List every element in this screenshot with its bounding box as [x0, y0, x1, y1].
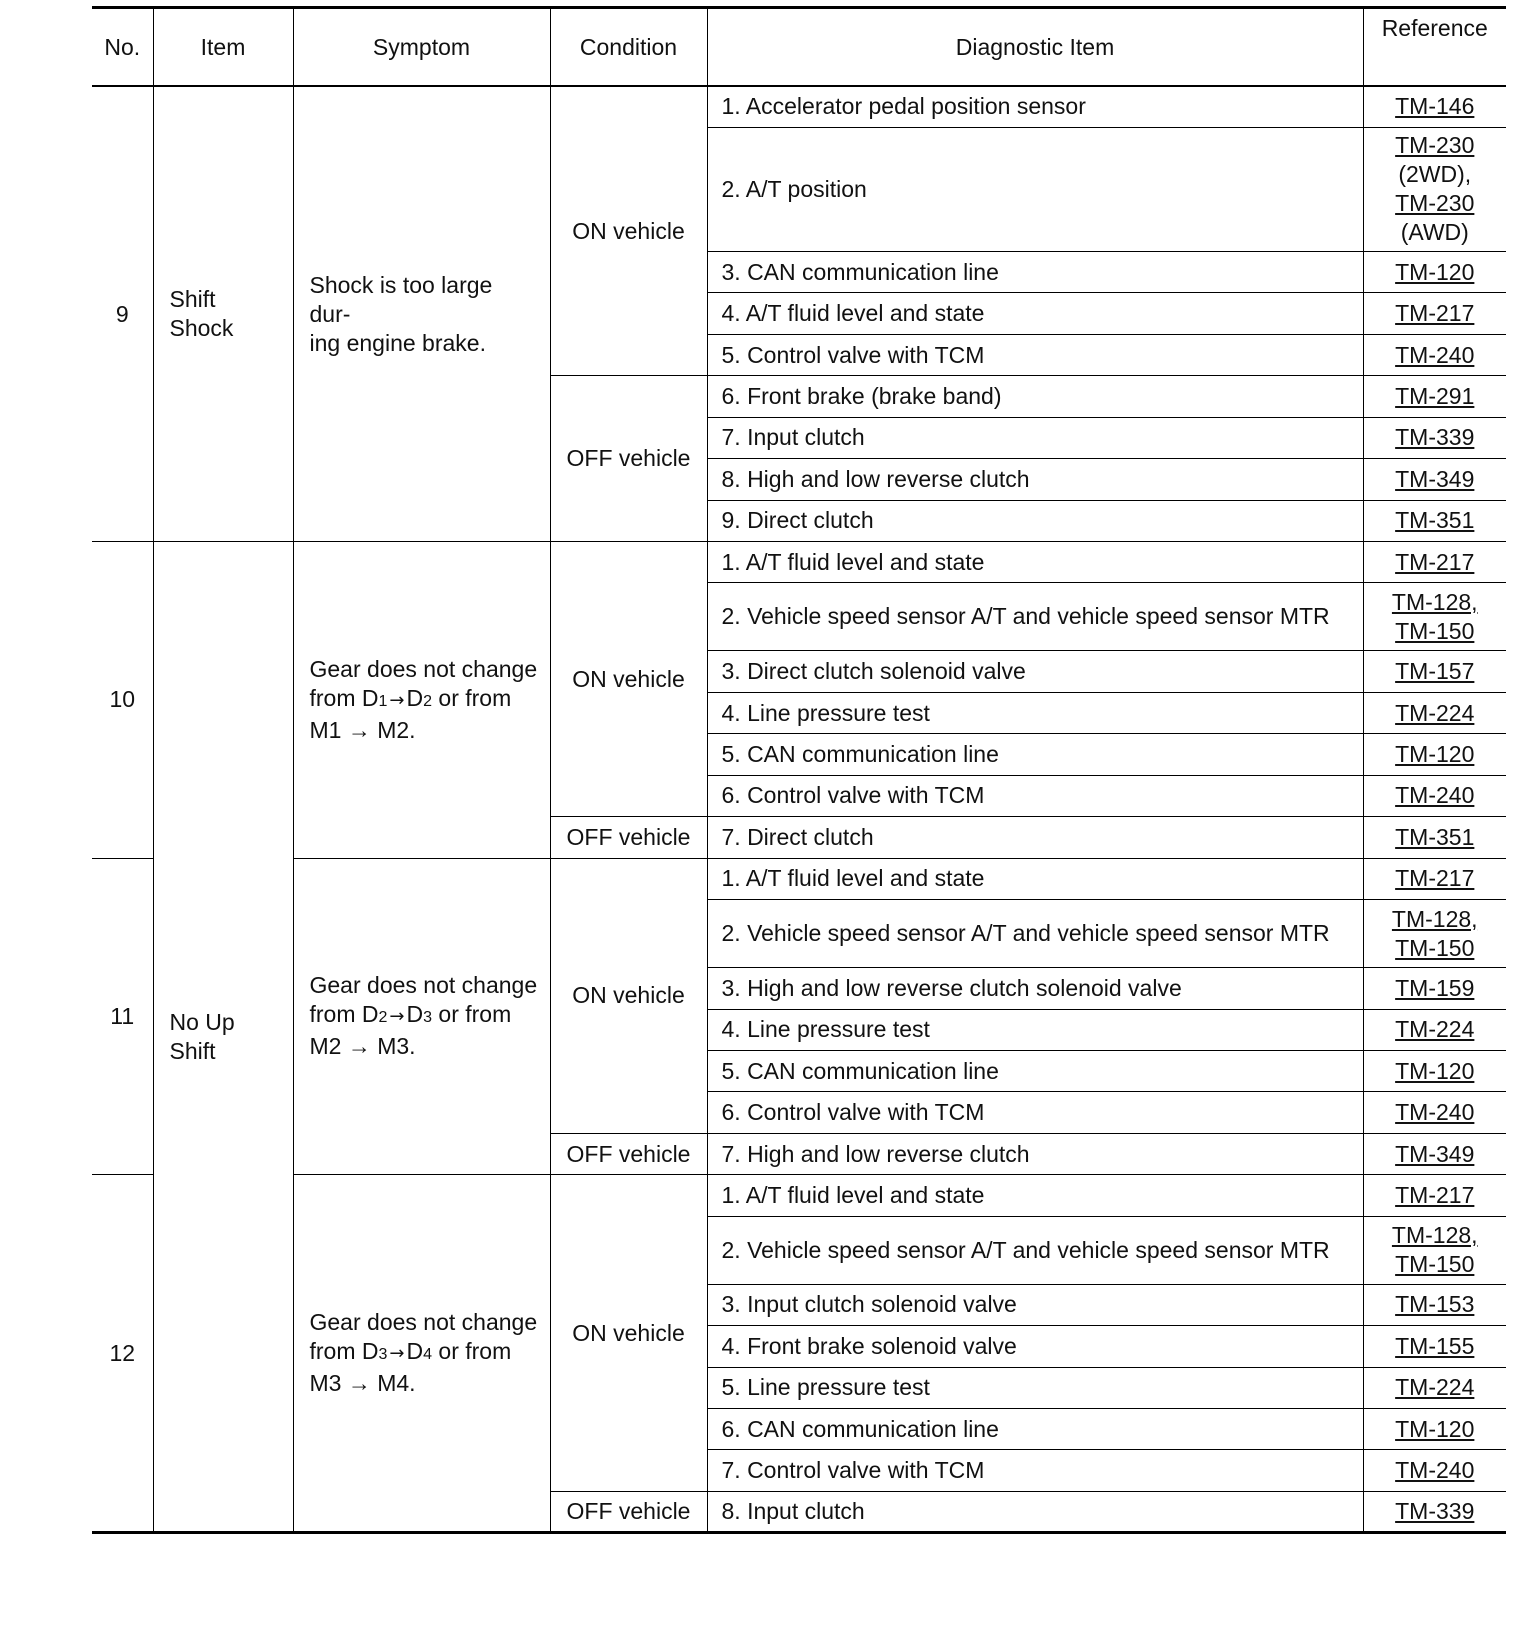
reference-link[interactable]: TM-128, — [1391, 1222, 1478, 1249]
reference-cell — [1363, 1009, 1506, 1050]
condition-cell: OFF vehicle — [550, 1491, 707, 1532]
table-row — [92, 86, 1506, 127]
reference-link[interactable]: TM-150 — [1395, 1251, 1475, 1278]
reference-link[interactable]: TM-240 — [1395, 1099, 1475, 1126]
row-number: 12 — [92, 1175, 153, 1533]
diagnosis-table — [92, 6, 1506, 1534]
symptom-cell — [293, 1175, 550, 1533]
symptom-line: Gear does not change — [309, 972, 538, 999]
item-cell — [153, 86, 293, 542]
reference-link[interactable]: TM-150 — [1395, 617, 1475, 644]
reference-link[interactable]: TM-230 — [1395, 132, 1475, 159]
diagnostic-item: 3. High and low reverse clutch solenoid valve — [707, 968, 1363, 1009]
reference-cell — [1363, 968, 1506, 1009]
symptom-line: from D1 →D2 or from — [309, 684, 512, 711]
header-row — [92, 8, 1506, 87]
reference-cell — [1363, 86, 1506, 127]
reference-cell — [1363, 1367, 1506, 1408]
item-line: Shift — [169, 286, 216, 312]
diagnostic-item: 5. Line pressure test — [707, 1367, 1363, 1408]
reference-link[interactable]: TM-128, — [1391, 905, 1478, 932]
symptom-line: from D2 →D3 or from — [309, 1001, 512, 1028]
reference-link[interactable]: TM-150 — [1395, 934, 1475, 961]
symptom-line: M2 → M3. — [309, 1033, 416, 1060]
reference-link[interactable]: TM-153 — [1395, 1291, 1475, 1318]
reference-link[interactable]: TM-128, — [1391, 588, 1478, 615]
col-header-diagnostic-item: Diagnostic Item — [707, 8, 1363, 87]
reference-link[interactable]: TM-120 — [1395, 1415, 1475, 1442]
row-number: 11 — [92, 858, 153, 1175]
reference-link[interactable]: TM-120 — [1395, 258, 1475, 285]
reference-link[interactable]: TM-349 — [1395, 1140, 1475, 1167]
table-row — [92, 858, 1506, 899]
reference-cell — [1363, 1092, 1506, 1133]
condition-cell: ON vehicle — [550, 86, 707, 376]
symptom-line: from D3 →D4 or from — [309, 1338, 512, 1365]
symptom-cell — [293, 86, 550, 542]
diagnostic-item: 6. Control valve with TCM — [707, 775, 1363, 816]
reference-cell — [1363, 734, 1506, 775]
row-number: 9 — [92, 86, 153, 542]
reference-link[interactable]: TM-224 — [1395, 699, 1475, 726]
diagnostic-item: 6. Control valve with TCM — [707, 1092, 1363, 1133]
reference-link[interactable]: TM-146 — [1395, 93, 1475, 120]
reference-cell — [1363, 583, 1506, 651]
reference-cell — [1363, 1409, 1506, 1450]
reference-link[interactable]: TM-159 — [1395, 974, 1475, 1001]
condition-cell: ON vehicle — [550, 542, 707, 817]
reference-link[interactable]: TM-240 — [1395, 341, 1475, 368]
reference-cell — [1363, 251, 1506, 292]
row-number: 10 — [92, 542, 153, 859]
diagnostic-item: 4. Line pressure test — [707, 692, 1363, 733]
reference-link[interactable]: TM-351 — [1395, 507, 1475, 534]
reference-link[interactable]: TM-240 — [1395, 782, 1475, 809]
reference-link[interactable]: TM-339 — [1395, 424, 1475, 451]
diagnostic-item: 2. Vehicle speed sensor A/T and vehicle speed sensor MTR — [707, 583, 1363, 651]
col-header-no: No. — [92, 8, 153, 87]
condition-cell: OFF vehicle — [550, 817, 707, 858]
diagnostic-item: 8. High and low reverse clutch — [707, 459, 1363, 500]
symptom-line: M3 → M4. — [309, 1370, 416, 1397]
diagnostic-item: 5. CAN communication line — [707, 734, 1363, 775]
reference-link[interactable]: TM-349 — [1395, 465, 1475, 492]
table-row — [92, 1175, 1506, 1216]
diagnostic-item: 1. Accelerator pedal position sensor — [707, 86, 1363, 127]
reference-link[interactable]: TM-155 — [1395, 1332, 1475, 1359]
diagnostic-item: 7. Input clutch — [707, 417, 1363, 458]
reference-link[interactable]: TM-351 — [1395, 823, 1475, 850]
reference-cell — [1363, 500, 1506, 541]
reference-cell — [1363, 692, 1506, 733]
col-header-reference: Reference — [1363, 8, 1506, 87]
diagnostic-item: 3. CAN communication line — [707, 251, 1363, 292]
condition-cell: ON vehicle — [550, 858, 707, 1133]
reference-cell — [1363, 459, 1506, 500]
table-row — [92, 542, 1506, 583]
symptom-line: Shock is too large dur- — [309, 271, 493, 327]
reference-cell — [1363, 775, 1506, 816]
diagnostic-item: 6. CAN communication line — [707, 1409, 1363, 1450]
symptom-line: Gear does not change — [309, 655, 538, 682]
reference-cell — [1363, 858, 1506, 899]
reference-cell — [1363, 542, 1506, 583]
condition-cell: OFF vehicle — [550, 376, 707, 542]
reference-link[interactable]: TM-240 — [1395, 1457, 1475, 1484]
reference-cell — [1363, 376, 1506, 417]
diagnostic-item: 4. A/T fluid level and state — [707, 293, 1363, 334]
reference-note: (AWD) — [1400, 219, 1469, 246]
diagnostic-item: 7. Control valve with TCM — [707, 1450, 1363, 1491]
reference-cell — [1363, 1450, 1506, 1491]
diagnostic-item: 2. Vehicle speed sensor A/T and vehicle speed sensor MTR — [707, 1216, 1363, 1284]
item-line: Shift — [169, 1037, 216, 1064]
diagnostic-item: 7. High and low reverse clutch — [707, 1133, 1363, 1174]
reference-cell — [1363, 1216, 1506, 1284]
diagnostic-item: 4. Line pressure test — [707, 1009, 1363, 1050]
reference-note: (2WD), — [1398, 161, 1472, 188]
symptom-line: ing engine brake. — [309, 329, 486, 356]
reference-cell — [1363, 127, 1506, 251]
item-line: No Up — [169, 1008, 235, 1035]
symptom-cell — [293, 542, 550, 859]
reference-cell — [1363, 334, 1506, 375]
reference-cell — [1363, 1326, 1506, 1367]
diagnostic-item: 4. Front brake solenoid valve — [707, 1326, 1363, 1367]
col-header-condition: Condition — [550, 8, 707, 87]
reference-link[interactable]: TM-224 — [1395, 1016, 1475, 1043]
col-header-item: Item — [153, 8, 293, 87]
diagnostic-item: 5. CAN communication line — [707, 1050, 1363, 1091]
diagnostic-item: 1. A/T fluid level and state — [707, 1175, 1363, 1216]
condition-cell: ON vehicle — [550, 1175, 707, 1492]
diagnostic-item: 7. Direct clutch — [707, 817, 1363, 858]
col-header-symptom: Symptom — [293, 8, 550, 87]
reference-cell — [1363, 1491, 1506, 1532]
reference-cell — [1363, 900, 1506, 968]
diagnostic-item: 3. Input clutch solenoid valve — [707, 1284, 1363, 1325]
diagnostic-item: 1. A/T fluid level and state — [707, 542, 1363, 583]
diagnostic-item: 8. Input clutch — [707, 1491, 1363, 1532]
reference-link[interactable]: TM-217 — [1395, 1181, 1475, 1208]
item-line: Shock — [169, 315, 234, 341]
symptom-cell — [293, 858, 550, 1175]
reference-cell — [1363, 1133, 1506, 1174]
reference-cell — [1363, 651, 1506, 692]
diagnostic-item: 5. Control valve with TCM — [707, 334, 1363, 375]
reference-cell — [1363, 293, 1506, 334]
item-cell — [153, 542, 293, 1533]
reference-link[interactable]: TM-120 — [1395, 741, 1475, 768]
diagnostic-item: 2. Vehicle speed sensor A/T and vehicle speed sensor MTR — [707, 900, 1363, 968]
symptom-line: M1 → M2. — [309, 716, 416, 743]
diagnostic-item: 6. Front brake (brake band) — [707, 376, 1363, 417]
reference-link[interactable]: TM-217 — [1395, 865, 1475, 892]
reference-link[interactable]: TM-157 — [1395, 658, 1475, 685]
condition-cell: OFF vehicle — [550, 1133, 707, 1174]
diagnostic-item: 9. Direct clutch — [707, 500, 1363, 541]
diagnostic-item: 1. A/T fluid level and state — [707, 858, 1363, 899]
reference-link[interactable]: TM-339 — [1395, 1498, 1475, 1525]
reference-cell — [1363, 1050, 1506, 1091]
reference-link[interactable]: TM-230 — [1395, 190, 1475, 217]
diagnostic-item: 3. Direct clutch solenoid valve — [707, 651, 1363, 692]
reference-cell — [1363, 417, 1506, 458]
reference-link[interactable]: TM-120 — [1395, 1057, 1475, 1084]
reference-cell — [1363, 1284, 1506, 1325]
reference-cell — [1363, 1175, 1506, 1216]
reference-link[interactable]: TM-217 — [1395, 300, 1475, 327]
symptom-line: Gear does not change — [309, 1309, 538, 1336]
diagnostic-item: 2. A/T position — [707, 127, 1363, 251]
reference-cell — [1363, 817, 1506, 858]
reference-link[interactable]: TM-217 — [1395, 548, 1475, 575]
reference-link[interactable]: TM-224 — [1395, 1374, 1475, 1401]
reference-link[interactable]: TM-291 — [1395, 382, 1475, 409]
